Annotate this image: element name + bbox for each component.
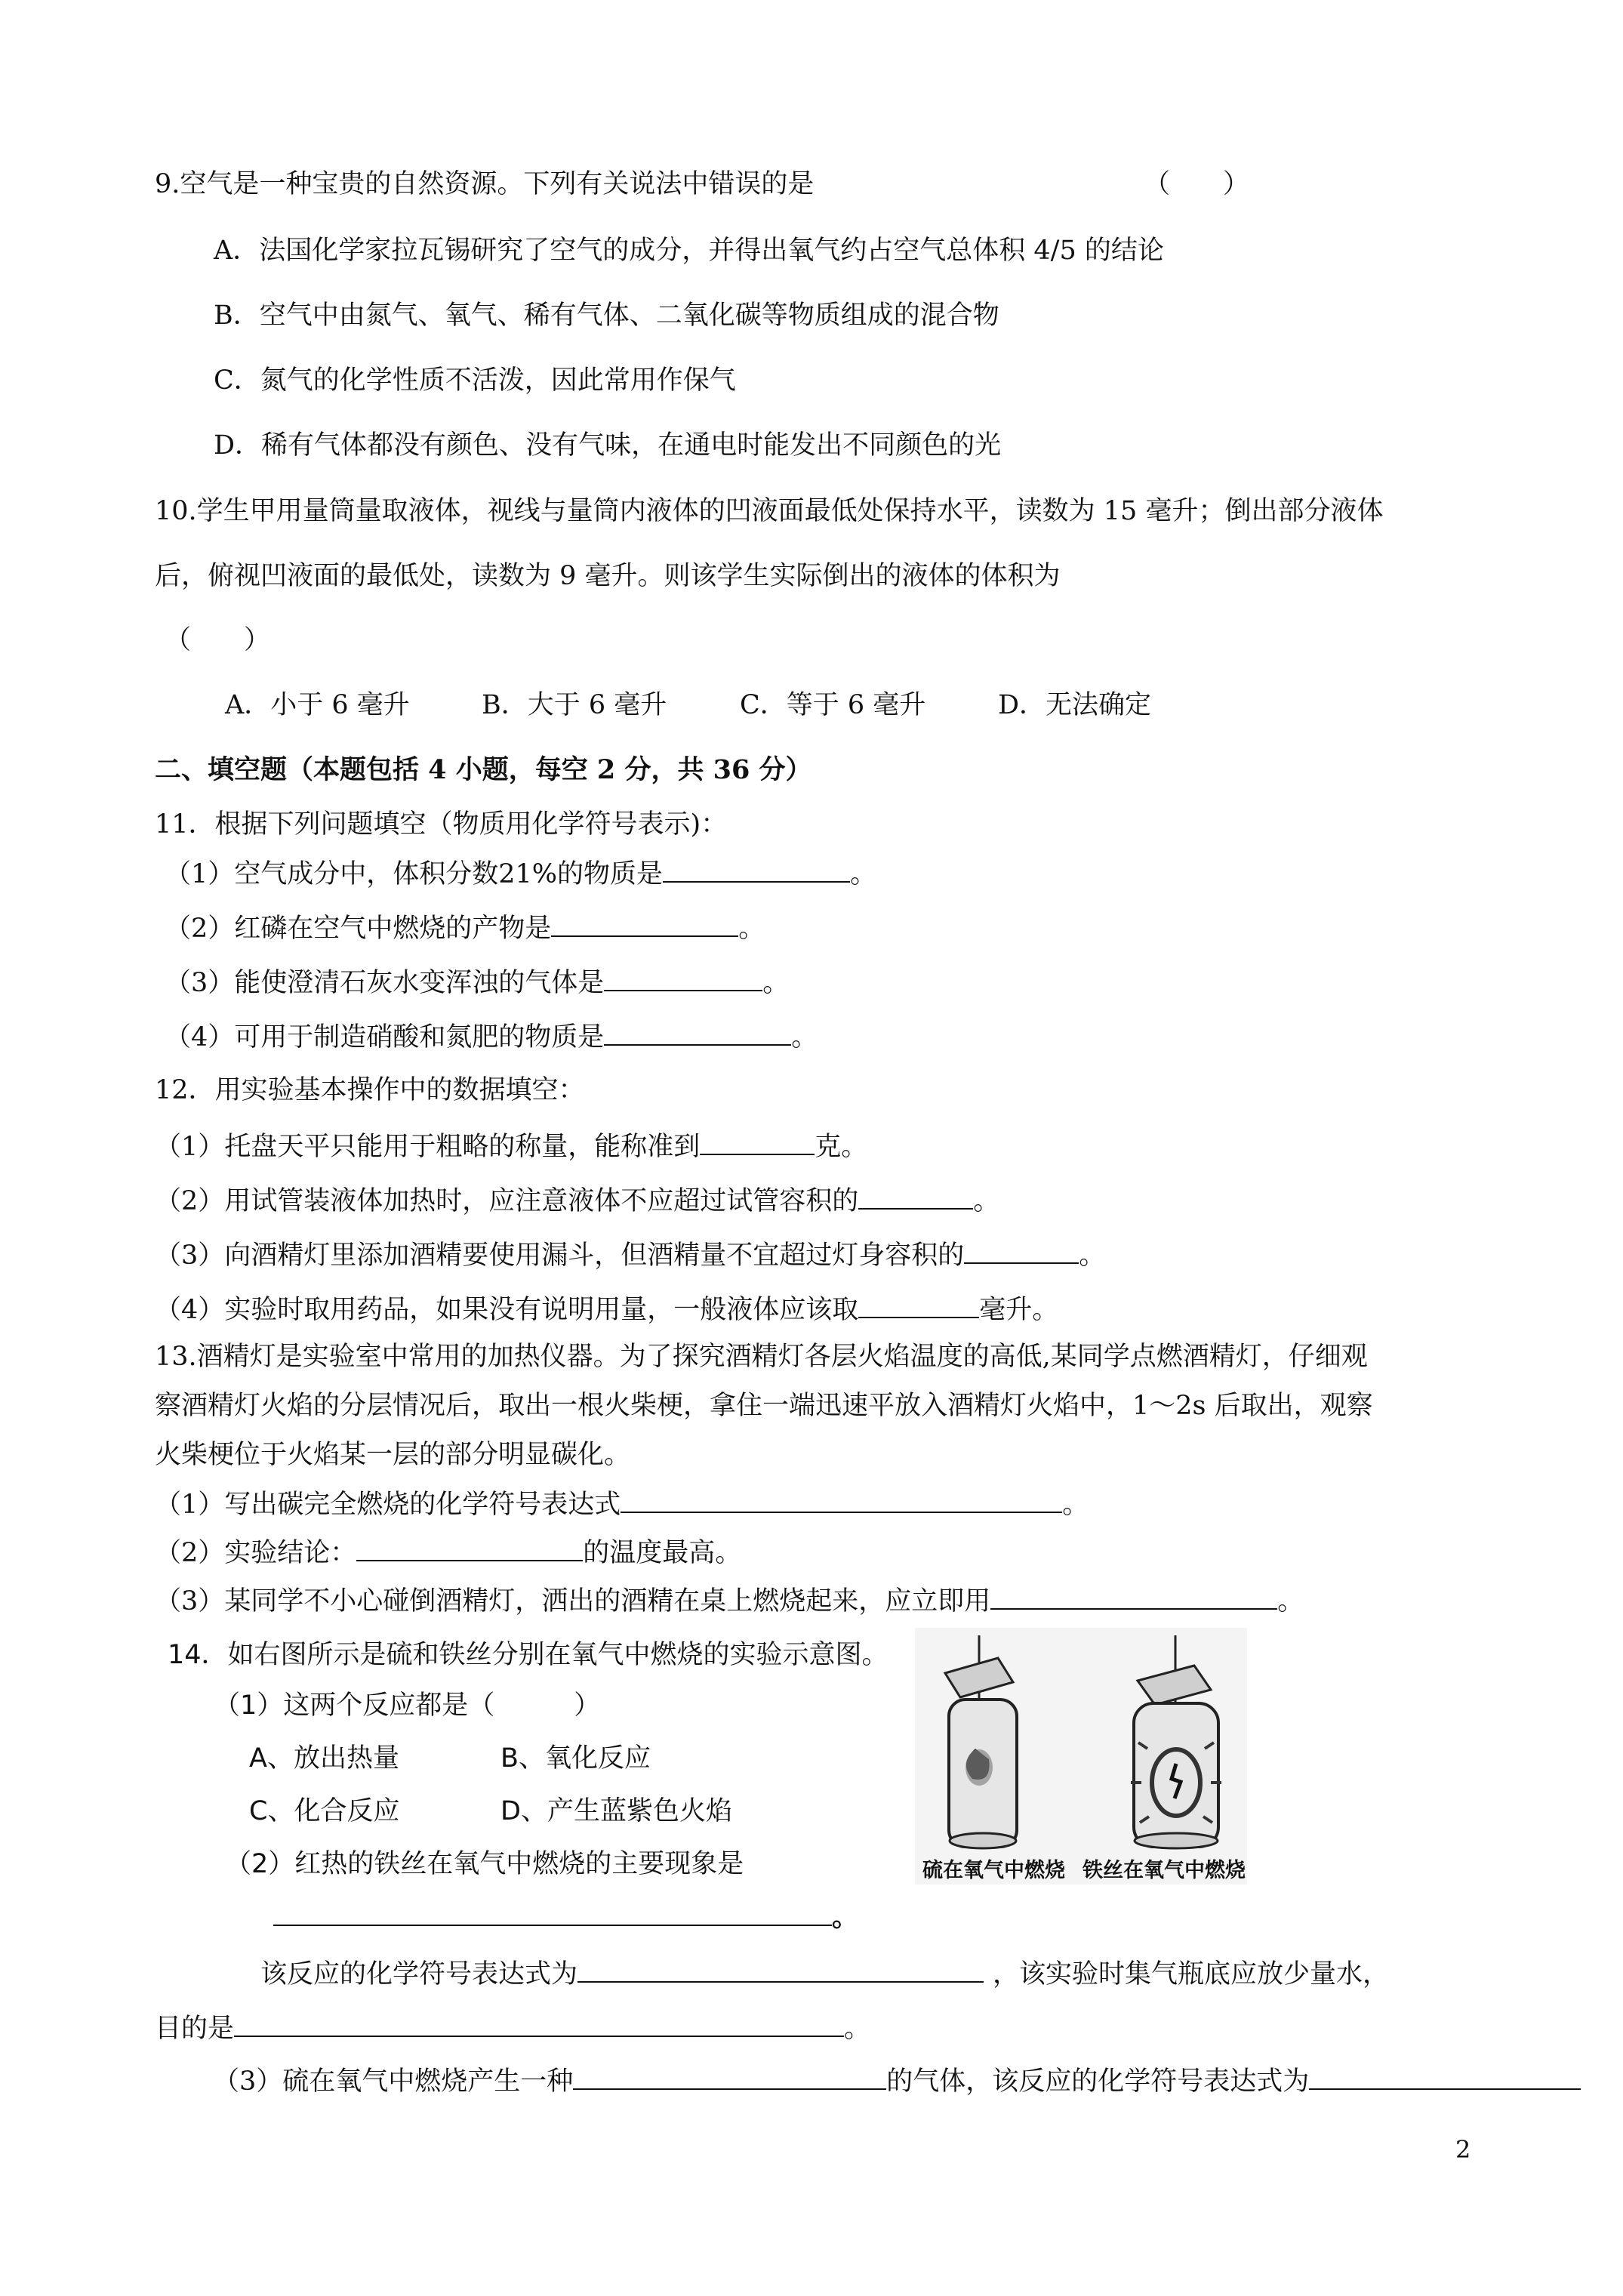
q14-blank-purpose[interactable] [234, 2010, 844, 2037]
q9-stem-text: 9.空气是一种宝贵的自然资源。下列有关说法中错误的是 [155, 169, 815, 199]
q14-sub-3-text: （3）硫在氧气中燃烧产生一种 [213, 2066, 574, 2097]
q11-item-3-end: 。 [762, 968, 790, 998]
q14-options-row-1 [249, 1742, 651, 1775]
q12-item-2-end: 。 [973, 1186, 1000, 1216]
q14-expression-text: 该反应的化学符号表达式为 [260, 1959, 578, 1989]
q14-purpose-line [155, 2010, 870, 2045]
q13-item-1-text: （1）写出碳完全燃烧的化学符号表达式 [155, 1490, 621, 1520]
q14-sub-3-mid: 的气体，该反应的化学符号表达式为 [886, 2066, 1310, 2097]
q11-blank-3[interactable] [604, 964, 762, 991]
figure-caption-sulfur: 硫在氧气中燃烧 [922, 1859, 1065, 1882]
q14-sub-1: （1）这两个反应都是（ ） [214, 1690, 601, 1721]
q12-item-1-end: 克。 [815, 1132, 868, 1162]
q14-blank-gas[interactable] [573, 2063, 886, 2090]
q14-option-d: D、产生蓝紫色火焰 [500, 1796, 732, 1826]
q13-item-1-end: 。 [1062, 1490, 1089, 1520]
q9-answer-bracket: （ ） [1144, 169, 1250, 199]
q12-item-3-end: 。 [1079, 1240, 1106, 1271]
q14-blank-expression[interactable] [577, 1955, 984, 1983]
q12-item-4-text: （4）实验时取用药品，如果没有说明用量，一般液体应该取 [155, 1295, 859, 1325]
q12-item-2-text: （2）用试管装液体加热时，应注意液体不应超过试管容积的 [155, 1186, 859, 1216]
q12-item-1 [155, 1128, 867, 1163]
q14-option-a: A、放出热量 [249, 1743, 399, 1774]
q12-blank-1[interactable] [700, 1128, 815, 1155]
q14-blank-phenomenon[interactable] [273, 1899, 832, 1926]
q12-item-1-text: （1）托盘天平只能用于粗略的称量，能称准到 [155, 1132, 701, 1162]
q14-expression-end: ，该实验时集气瓶底应放少量水， [993, 1959, 1390, 1989]
q11-item-2-text: （2）红磷在空气中燃烧的产物是 [165, 914, 552, 944]
q9-option-b: B．空气中由氮气、氧气、稀有气体、二氧化碳等物质组成的混合物 [214, 300, 999, 331]
q12-item-4-end: 毫升。 [979, 1295, 1059, 1325]
q10-option-a: A．小于 6 毫升 [225, 690, 410, 720]
q13-item-3-text: （3）某同学不小心碰倒酒精灯，洒出的酒精在桌上燃烧起来，应立即用 [155, 1586, 991, 1616]
q12-stem: 12．用实验基本操作中的数据填空： [155, 1075, 585, 1105]
q11-item-4-end: 。 [791, 1022, 818, 1052]
q9-option-d: D．稀有气体都没有颜色、没有气味，在通电时能发出不同颜色的光 [214, 430, 1002, 461]
q10-answer-bracket: （ ） [165, 625, 271, 655]
q13-item-2-end: 的温度最高。 [583, 1538, 742, 1568]
q13-item-3 [155, 1583, 1304, 1618]
q14-purpose-end: 。 [844, 2014, 871, 2044]
q10-line-1: 10.学生甲用量筒量取液体，视线与量筒内液体的凹液面最低处保持水平，读数为 15 毫升；倒出部分液体 [155, 496, 1384, 526]
q10-option-b: B．大于 6 毫升 [482, 690, 667, 720]
q12-blank-4[interactable] [858, 1291, 979, 1318]
q12-item-3 [155, 1237, 1105, 1272]
q10-options [225, 689, 1151, 722]
q11-stem: 11．根据下列问题填空（物质用化学符号表示)： [155, 809, 728, 840]
q10-option-c: C．等于 6 毫升 [740, 690, 926, 720]
q13-item-2 [155, 1534, 741, 1570]
q13-blank-1[interactable] [621, 1486, 1062, 1513]
q13-item-1 [155, 1486, 1089, 1521]
q12-blank-3[interactable] [964, 1237, 1079, 1264]
q14-options-row-2 [249, 1795, 732, 1828]
q13-line-1: 13.酒精灯是实验室中常用的加热仪器。为了探究酒精灯各层火焰温度的高低,某同学点燃酒精灯，仔细观 [155, 1342, 1368, 1372]
q11-item-3 [165, 964, 789, 1000]
q13-line-2: 察酒精灯火焰的分层情况后，取出一根火柴梗，拿住一端迅速平放入酒精灯火焰中，1～2s 后取出，观察 [155, 1391, 1373, 1421]
q11-blank-4[interactable] [604, 1019, 791, 1046]
q14-option-b: B、氧化反应 [500, 1743, 651, 1774]
q9-stem [155, 168, 814, 201]
figure-caption-iron: 铁丝在氧气中燃烧 [1083, 1859, 1246, 1882]
q14-blank-sulfur-expression[interactable] [1309, 2063, 1581, 2090]
q13-blank-3[interactable] [990, 1583, 1277, 1610]
q11-blank-1[interactable] [663, 855, 850, 883]
q11-item-1 [165, 855, 876, 891]
q14-phenomenon-end: 。 [832, 1902, 859, 1933]
q13-item-2-text: （2）实验结论： [155, 1538, 357, 1568]
q10-option-d: D．无法确定 [998, 690, 1152, 720]
q11-blank-2[interactable] [551, 910, 738, 937]
q11-item-4 [165, 1019, 818, 1054]
q14-sub-2: （2）红热的铁丝在氧气中燃烧的主要现象是 [225, 1849, 744, 1879]
combustion-figure-drawing [915, 1628, 1247, 1885]
q11-item-3-text: （3）能使澄清石灰水变浑浊的气体是 [165, 968, 605, 998]
q14-stem: 14．如右图所示是硫和铁丝分别在氧气中燃烧的实验示意图。 [168, 1640, 888, 1670]
q14-sub-3 [213, 2063, 1581, 2098]
section-2-heading: 二、填空题（本题包括 4 小题，每空 2 分，共 36 分） [155, 754, 812, 785]
q11-item-2-end: 。 [738, 914, 765, 944]
q12-item-3-text: （3）向酒精灯里添加酒精要使用漏斗，但酒精量不宜超过灯身容积的 [155, 1240, 965, 1271]
q11-item-2 [165, 910, 765, 945]
combustion-figure [915, 1628, 1247, 1885]
q13-item-3-end: 。 [1277, 1586, 1304, 1616]
page-number: 2 [1455, 2135, 1471, 2164]
q11-item-1-end: 。 [850, 859, 877, 889]
q14-option-c: C、化合反应 [249, 1796, 400, 1826]
q9-option-c: C．氮气的化学性质不活泼，因此常用作保气 [214, 365, 736, 396]
q12-item-2 [155, 1182, 999, 1218]
q10-line-2: 后，俯视凹液面的最低处，读数为 9 毫升。则该学生实际倒出的液体的体积为 [155, 561, 1061, 591]
q14-purpose-text: 目的是 [155, 2014, 235, 2044]
q13-blank-2[interactable] [356, 1534, 583, 1561]
q11-item-1-text: （1）空气成分中，体积分数21%的物质是 [165, 859, 664, 889]
q11-item-4-text: （4）可用于制造硝酸和氮肥的物质是 [165, 1022, 605, 1052]
q12-item-4 [155, 1291, 1058, 1327]
q9-option-a: A．法国化学家拉瓦锡研究了空气的成分，并得出氧气约占空气总体积 4/5 的结论 [214, 236, 1164, 266]
q13-line-3: 火柴梗位于火焰某一层的部分明显碳化。 [155, 1440, 631, 1470]
q14-phenomenon-line [273, 1899, 858, 1934]
q12-blank-2[interactable] [858, 1182, 973, 1210]
q14-expression-line [260, 1955, 1389, 1991]
